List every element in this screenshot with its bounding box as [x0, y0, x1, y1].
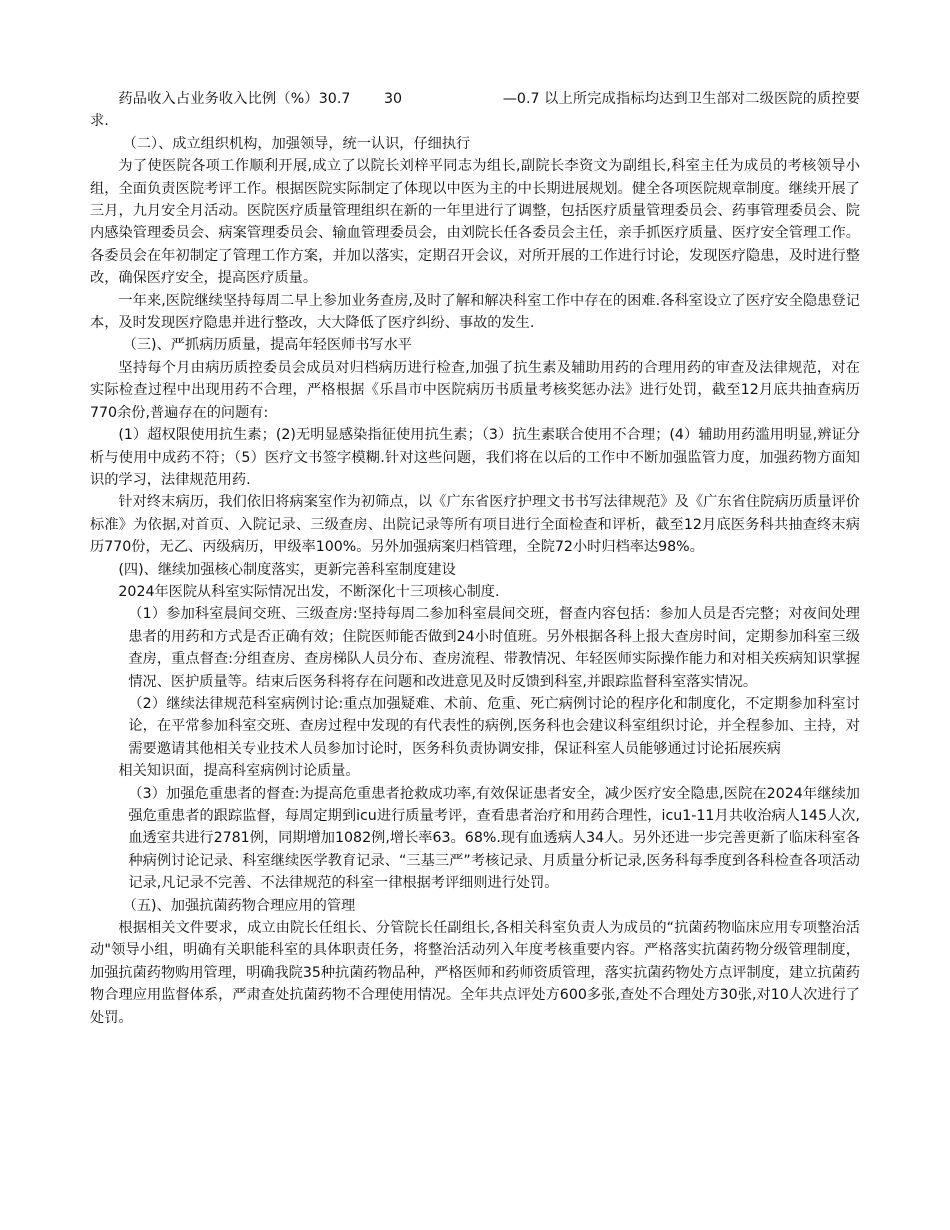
section-heading-2: （二）、成立组织机构，加强领导，统一认识，仔细执行: [122, 135, 471, 152]
document-body: [90, 88, 860, 1029]
paragraph-item-2-continued: 相关知识面，提高科室病例讨论质量。: [118, 763, 360, 780]
paragraph-item-3: （3）加强危重患者的督查:为提高危重患者抢救成功率,有效保证患者安全，减少医疗安全隐患,医院在2024年继续加强危重患者的跟踪监督，每周定期到icu进行质量考评，查看患者治疗和用药合理性，icu1-11月共收治病人145人次,血透室共进行2781例，同期增加1082例,增长率63。68%.现有血透病人34人。另外还进一步完善更新了临床科室各种病例讨论记录、科室继续医学教育记录、“三基三严”考核记录、月质量分析记录,医务科每季度到各科检查各项活动记录,凡记录不完善、不法律规范的科室一律根据考评细则进行处罚。: [128, 785, 860, 892]
paragraph-core-systems: 2024年医院从科室实际情况出发，不断深化十三项核心制度.: [118, 583, 500, 600]
paragraph-problems-list: (1）超权限使用抗生素；(2)无明显感染指征使用抗生素；（3）抗生素联合使用不合理；(4）辅助用药滥用明显,辨证分析与使用中成药不符；（5）医疗文书签字模糊.针对这些问题，我们将在以后的工作中不断加强监管力度，加强药物方面知识的学习，法律规范用药.: [90, 427, 860, 488]
paragraph-antibiotics: 根据相关文件要求，成立由院长任组长、分管院长任副组长,各相关科室负责人为成员的“抗菌药物临床应用专项整治活动"领导小组，明确有关职能科室的具体职责任务，将整治活动列入年度考核重要内容。严格落实抗菌药物分级管理制度，加强抗菌药物购用管理，明确我院35种抗菌药物品种，严格医师和药师资质管理，落实抗菌药物处方点评制度，建立抗菌药物合理应用监督体系，严肃查处抗菌药物不合理使用情况。全年共点评处方600多张,查处不合理处方30张,对10人次进行了处罚。: [90, 920, 860, 1026]
paragraph-organization: 为了使医院各项工作顺利开展,成立了以院长刘梓平同志为组长,副院长李资文为副组长,科室主任为成员的考核领导小组，全面负责医院考评工作。根据医院实际制定了体现以中医为主的中长期进展规划。健全各项医院规章制度。继续开展了三月，九月安全月活动。医院医疗质量管理组织在新的一年里进行了调整，包括医疗质量管理委员会、药事管理委员会、院内感染管理委员会、病案管理委员会、输血管理委员会，由刘院长任各委员会主任，亲手抓医疗质量、医疗安全管理工作。各委员会在年初制定了管理工作方案，并加以落实，定期召开会议，对所开展的工作进行讨论，发现医疗隐患，及时进行整改，确保医疗安全，提高医疗质量。: [90, 158, 860, 287]
paragraph-weekly-rounds: 一年来,医院继续坚持每周二早上参加业务查房,及时了解和解决科室工作中存在的困难.各科室设立了医疗安全隐患登记本，及时发现医疗隐患并进行整改，大大降低了医疗纠纷、事故的发生.: [90, 292, 860, 332]
paragraph-drug-income-ratio: 药品收入占业务收入比例（%）30.7 30 —0.7 以上所完成指标均达到卫生部对二级医院的质控要求.: [90, 91, 860, 130]
section-heading-3: （三)、严抓病历质量，提高年轻医师书写水平: [122, 337, 412, 354]
section-heading-5: （五)、加强抗菌药物合理应用的管理: [122, 897, 356, 914]
section-heading-4: (四)、继续加强核心制度落实，更新完善科室制度建设: [118, 561, 456, 578]
paragraph-terminal-records: 针对终末病历，我们依旧将病案室作为初筛点，以《广东省医疗护理文书书写法律规范》及《广东省住院病历质量评价标准》为依据,对首页、入院记录、三级查房、出院记录等所有项目进行全面检查和评析，截至12月底医务科共抽查终末病历770份，无乙、丙级病历，甲级率100%。另外加强病案归档管理，全院72小时归档率达98%。: [90, 494, 860, 556]
paragraph-record-inspection: 坚持每个月由病历质控委员会成员对归档病历进行检查,加强了抗生素及辅助用药的合理用药的审查及法律规范，对在实际检查过程中出现用药不合理，严格根据《乐昌市中医院病历书质量考核奖惩办法》进行处罚，截至12月底共抽查病历770余份,普遍存在的问题有:: [90, 359, 860, 421]
paragraph-item-2: （2）继续法律规范科室病例讨论:重点加强疑难、术前、危重、死亡病例讨论的程序化和制度化，不定期参加科室讨论，在平常参加科室交班、查房过程中发现的有代表性的病例,医务科也会建议科室组织讨论，并全程参加、主持，对需要邀请其他相关专业技术人员参加讨论时，医务科负责协调安排，保证科室人员能够通过讨论拓展疾病: [128, 695, 860, 757]
paragraph-item-1: （1）参加科室晨间交班、三级查房:坚持每周二参加科室晨间交班，督查内容包括：参加人员是否完整；对夜间处理患者的用药和方式是否正确有效；住院医师能否做到24小时值班。另外根据各科上报大查房时间，定期参加科室三级查房，重点督查:分组查房、查房梯队人员分布、查房流程、带教情况、年轻医师实际操作能力和对相关疾病知识掌握情况、医护质量等。结束后医务科将存在问题和改进意见及时反馈到科室,并跟踪监督科室落实情况。: [128, 606, 860, 690]
